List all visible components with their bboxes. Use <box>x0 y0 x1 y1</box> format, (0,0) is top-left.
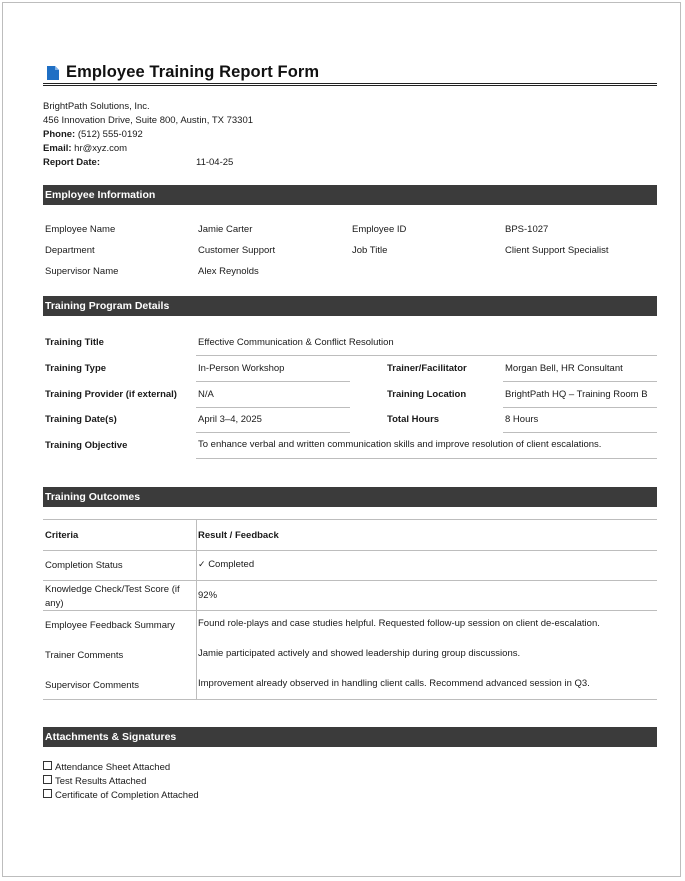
total-hours-label: Total Hours <box>387 414 440 425</box>
criteria-header: Criteria <box>45 530 79 541</box>
result-header: Result / Feedback <box>198 530 279 541</box>
criteria-line: Knowledge Check/Test Score (if <box>45 584 180 595</box>
training-type-value[interactable]: In-Person Workshop <box>198 363 285 374</box>
table-row <box>43 580 657 610</box>
section-attachments-signatures: Attachments & Signatures <box>43 727 657 747</box>
criteria-cell: Supervisor Comments <box>45 680 139 691</box>
title-rule <box>43 83 657 86</box>
table-bottom-border <box>43 699 657 700</box>
checkbox[interactable] <box>43 789 52 798</box>
table-header-row <box>43 519 657 550</box>
company-block <box>43 100 253 170</box>
result-cell[interactable]: 92% <box>198 590 218 601</box>
page-title: Employee Training Report Form <box>66 63 320 81</box>
criteria-cell: Employee Feedback Summary <box>45 620 175 631</box>
training-dates-label: Training Date(s) <box>45 414 117 425</box>
training-objective-value[interactable]: To enhance verbal and written communication skills and improve resolution of client escalations. <box>198 439 602 450</box>
total-hours-value[interactable]: 8 Hours <box>505 414 539 425</box>
title-row <box>47 63 319 82</box>
result-cell[interactable] <box>198 559 254 570</box>
divider <box>196 458 657 459</box>
company-phone-line <box>43 128 253 142</box>
result-cell[interactable]: Found role-plays and case studies helpful. Requested follow-up session on client de-escalation. <box>198 618 600 629</box>
training-title-value[interactable]: Effective Communication & Conflict Resolution <box>198 337 394 348</box>
employee-id-value[interactable]: BPS-1027 <box>505 224 549 235</box>
department-value[interactable]: Customer Support <box>198 245 276 256</box>
job-title-value[interactable]: Client Support Specialist <box>505 245 609 256</box>
checkbox[interactable] <box>43 761 52 770</box>
completion-status-value: Completed <box>208 559 255 570</box>
result-cell[interactable]: Jamie participated actively and showed leadership during group discussions. <box>198 648 521 659</box>
divider <box>196 355 657 356</box>
training-title-label: Training Title <box>45 337 104 348</box>
checklist-label: Test Results Attached <box>55 776 147 787</box>
section-training-outcomes: Training Outcomes <box>43 487 657 507</box>
attachments-checklist <box>43 761 199 803</box>
company-phone: (512) 555-0192 <box>77 129 143 140</box>
section-training-program-details: Training Program Details <box>43 296 657 316</box>
trainer-label: Trainer/Facilitator <box>387 363 467 374</box>
report-date-line <box>43 156 253 170</box>
company-address: 456 Innovation Drive, Suite 800, Austin, TX 73301 <box>43 115 254 126</box>
result-cell[interactable]: Improvement already observed in handling client calls. Recommend advanced session in Q3. <box>198 678 590 689</box>
checklist-label: Attendance Sheet Attached <box>55 762 171 773</box>
table-row <box>43 550 657 580</box>
employee-name-value[interactable]: Jamie Carter <box>198 224 253 235</box>
checklist-label: Certificate of Completion Attached <box>55 790 199 801</box>
training-objective-label: Training Objective <box>45 440 128 451</box>
document-icon <box>47 66 59 80</box>
report-date-label: Report Date: <box>43 157 101 168</box>
divider <box>196 432 350 433</box>
training-dates-value[interactable]: April 3–4, 2025 <box>198 414 262 425</box>
divider <box>503 432 657 433</box>
report-date-value: 11-04-25 <box>196 157 234 168</box>
trainer-value[interactable]: Morgan Bell, HR Consultant <box>505 363 623 374</box>
training-provider-label: Training Provider (if external) <box>45 389 177 400</box>
report-page <box>2 2 681 877</box>
company-email: hr@xyz.com <box>74 143 128 154</box>
training-type-label: Training Type <box>45 363 107 374</box>
divider <box>503 381 657 382</box>
employee-name-label: Employee Name <box>45 224 116 235</box>
divider <box>196 381 350 382</box>
training-provider-value[interactable]: N/A <box>198 389 214 400</box>
phone-label: Phone: <box>43 129 76 140</box>
training-location-label: Training Location <box>387 389 467 400</box>
supervisor-value[interactable]: Alex Reynolds <box>198 266 259 277</box>
checklist-item[interactable] <box>43 761 199 775</box>
checklist-item[interactable] <box>43 775 199 789</box>
table-row <box>43 640 657 670</box>
section-employee-information: Employee Information <box>43 185 657 205</box>
training-location-value[interactable]: BrightPath HQ – Training Room B <box>505 389 648 400</box>
criteria-line: any) <box>45 598 64 609</box>
supervisor-label: Supervisor Name <box>45 266 119 277</box>
divider <box>196 407 350 408</box>
checkmark-icon: ✓ <box>198 560 206 570</box>
department-label: Department <box>45 245 95 256</box>
table-row <box>43 670 657 700</box>
company-name: BrightPath Solutions, Inc. <box>43 101 150 112</box>
divider <box>503 407 657 408</box>
job-title-label: Job Title <box>352 245 388 256</box>
company-email-line <box>43 142 253 156</box>
criteria-cell <box>45 583 180 611</box>
criteria-cell: Completion Status <box>45 560 123 571</box>
table-row <box>43 610 657 640</box>
criteria-cell: Trainer Comments <box>45 650 124 661</box>
checkbox[interactable] <box>43 775 52 784</box>
email-label: Email: <box>43 143 72 154</box>
checklist-item[interactable] <box>43 789 199 803</box>
employee-id-label: Employee ID <box>352 224 407 235</box>
